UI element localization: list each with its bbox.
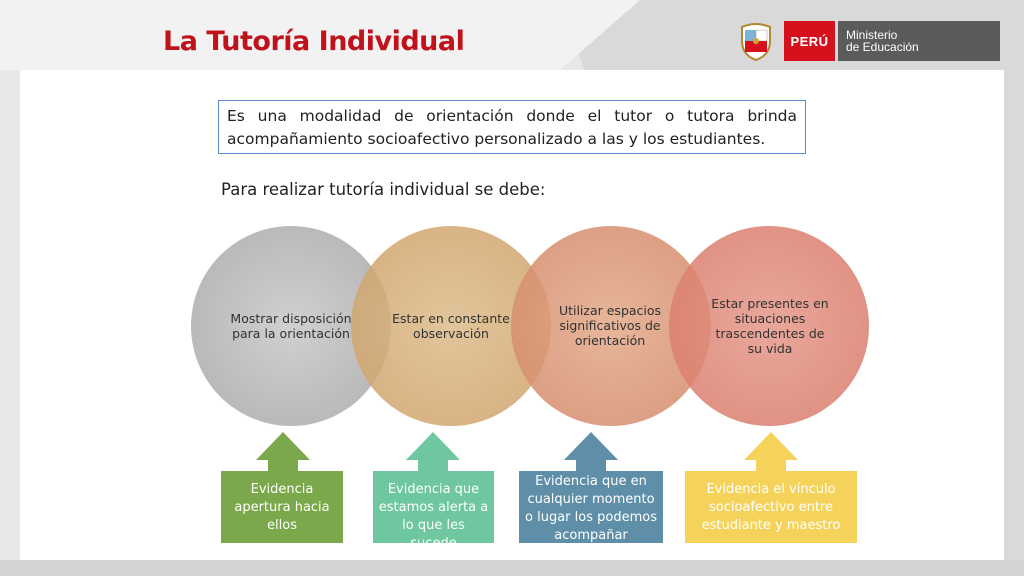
circle-label-1: Mostrar disposición para la orientación [230,311,352,341]
section-subtitle: Para realizar tutoría individual se debe: [221,180,546,199]
evidence-label-2: Evidencia que estamos alerta a lo que les sucede [378,482,489,551]
circle-label-3: Utilizar espacios significativos de orientación [558,303,662,348]
evidence-label-4: Evidencia el vínculo socioafectivo entre estudiante y maestro [701,482,841,533]
ministry-line-1: Ministerio [846,28,898,42]
circle-label-4: Estar presentes en situaciones trascendentes de su vida [711,296,829,356]
evidence-label-3: Evidencia que en cualquier momento o lugar los podemos acompañar [525,474,657,543]
circle-label-2: Estar en constante observación [392,311,510,341]
evidence-label-1: Evidencia apertura hacia ellos [234,482,330,533]
definition-box: Es una modalidad de orientación donde el tutor o tutora brinda acompañamiento socioafectivo personalizado a las y los estudiantes. [218,100,806,154]
ministry-line-2: de Educación [846,40,919,54]
peru-label: PERÚ [784,21,835,61]
slide-title: La Tutoría Individual [163,26,465,57]
